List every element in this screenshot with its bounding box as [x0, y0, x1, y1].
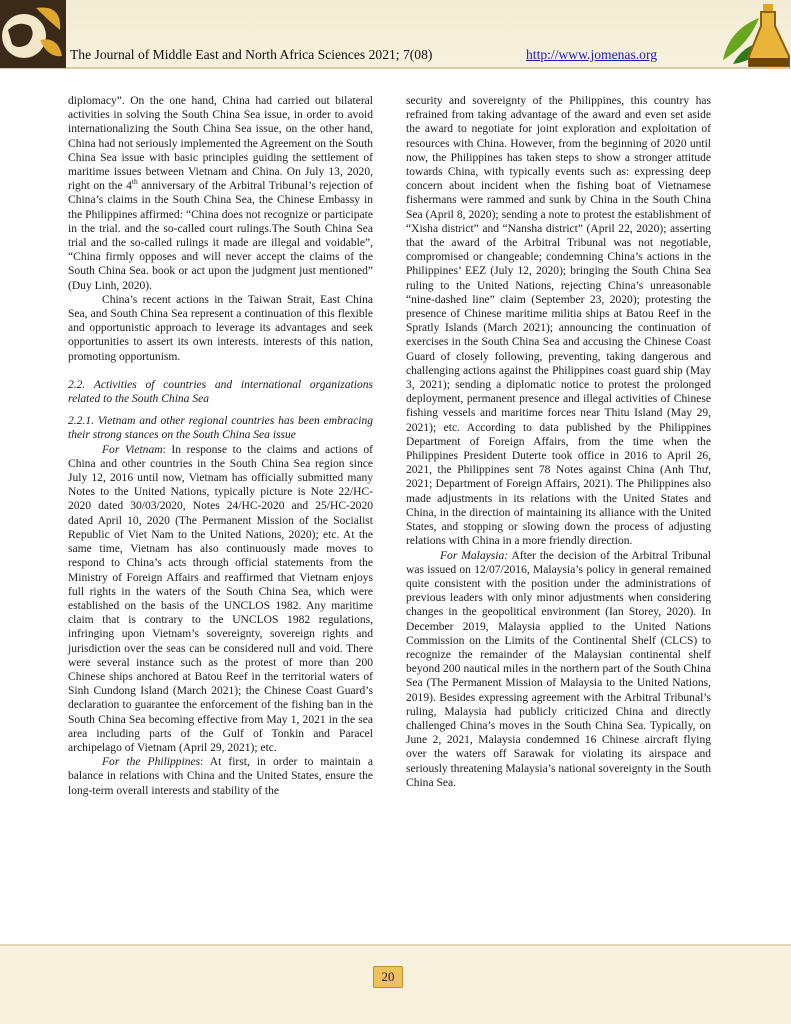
page-number: 20 — [373, 966, 403, 988]
paragraph: China’s recent actions in the Taiwan Strait, East China Sea, and South China Sea represent a continuation of this flexible and opportunistic approach to leverage its advantages and seek opportunities to assert its own interests. interests of this nation, promoting opportunism. — [68, 293, 373, 363]
paragraph: For the Philippines: At first, in order to maintain a balance in relations with China and the United States, ensure the long-term overall interests and stability of the — [68, 756, 373, 797]
paragraph: diplomacy”. On the one hand, China had carried out bilateral activities in solving the South China Sea issue, in order to avoid internationalizing the South China Sea issue, on the other hand, China had not seriously implemented the Agreement on the South China Sea issue with basic principles guiding the settlement of maritime issues between Vietnam and China. On July 13, 2020, right on the 4th anniversary of the Arbitral Tribunal’s rejection of China’s claims in the South China Sea, the Chinese Embassy in the Philippines affirmed: “China does not recognize or participate in the trial. and the so-called court rulings.The South China Sea trial and the so-called rulings it made are illegal and voidable”, “China firmly opposes and will never accept the claims of the South China Sea. book or act upon the judgment just mentioned” (Duy Linh, 2020). — [68, 95, 373, 292]
paragraph-lead: For Malaysia: — [440, 549, 509, 562]
journal-title: The Journal of Middle East and North Africa Sciences 2021; 7(08) — [70, 47, 433, 62]
journal-url-link[interactable]: http://www.jomenas.org — [526, 47, 658, 62]
subsection-heading: 2.2.1. Vietnam and other regional countries has been embracing their strong stances on the South China Sea issue — [68, 415, 373, 442]
section-heading: 2.2. Activities of countries and international organizations related to the South China Sea — [68, 378, 373, 406]
right-column — [406, 94, 711, 790]
paragraph-lead: For Vietnam — [102, 443, 163, 456]
paragraph: For Vietnam: In response to the claims and actions of China and other countries in the South China Sea region since July 12, 2016 until now, Vietnam has officially submitted many Notes to the United Nations, typically picture is Note 22/HC-2020 dated 30/03/2020, Notes 24/HC-2020 and 25/HC-2020 dated April 10, 2020 (The Permanent Mission of the Socialist Republic of Viet Nam to the United Nations, 2020); etc. At the same time, Vietnam has also continuously made moves to respond to China’s acts through official statements from the Ministry of Foreign Affairs and reaffirmed that Vietnam enjoys full rights in the waters of the South China Sea, which were established on the basis of the UNCLOS 1982. Any maritime claim that is contrary to the UNCLOS 1982 regulations, infringing upon Vietnam’s sovereignty, sovereign rights and jurisdiction over the seas can be considered null and void. There were several instance such as the protest of more than 200 Chinese ships anchored at Batou Reef in the territorial waters of Sinh Cundong Island (March 2021); the Chinese Coast Guard’s declaration to guarantee the enforcement of the fishing ban in the South China Sea becoming effective from May 1, 2021 in the sea area including parts of the Gulf of Tonkin and Paracel archipelago of Vietnam (April 29, 2021); etc. — [68, 443, 373, 754]
flask-leaf-logo-icon — [719, 0, 791, 68]
paragraph: For Malaysia: After the decision of the Arbitral Tribunal was issued on 12/07/2016, Malaysia’s policy in general remained quite consistent with the position under the administrations of previous leaders with only minor adjustments when considering changes in the geopolitical environment (Ian Storey, 2020). In December 2019, Malaysia applied to the United Nations Commission on the Limits of the Continental Shelf (CLCS) to recognize the remainder of the Malaysian continental shelf beyond 200 nautical miles in the northern part of the South China Sea (The Permanent Mission of Malaysia to the United Nations, 2019). Besides expressing agreement with the Arbitral Tribunal’s ruling, Malaysia had publicly criticized China and directly challenged China’s moves in the South China Sea. Typically, on June 2, 2021, Malaysia condemned 16 Chinese aircraft flying over the waters off Sarawak for violating its airspace and seriously threatening Malaysia’s national sovereignty in the South China Sea. — [406, 549, 711, 789]
globe-leaf-logo-icon — [0, 0, 66, 68]
paragraph-lead: For the Philippines — [102, 756, 201, 769]
footer-divider — [0, 944, 791, 946]
superscript: th — [131, 177, 138, 187]
left-column — [68, 94, 373, 798]
paragraph: security and sovereignty of the Philippines, this country has refrained from taking advantage of the award and even set aside the award to negotiate for joint exploration and exploitation of resources with China. However, from the beginning of 2020 until now, the Philippines has taken steps to show a stronger attitude towards China, with typically events such as: expressing deep concern about incident when the fishing boat of Vietnamese fishermans were rammed and sunk by China in the South China Sea (April 8, 2020); sending a note to protest the establishment of “Xisha district” and “Nansha district” (April 22, 2020); asserting that the award of the Arbitral Tribunal was not negotiable, compromised or changeable; condemning China’s actions in the Philippines’ EEZ (July 12, 2020); bringing the South China Sea ruling to the United Nations, rejecting China’s unreasonable “nine-dashed line” claim (September 23, 2020); protesting the presence of Chinese maritime militia ships at Batou Reef in the Spratly Islands (March 2021); announcing the continuation of exercises in the South China Sea and accusing the Chinese Coast Guard of closely following, preventing, taking dangerous and challenging actions against the Philippines coast guard ship (May 3, 2021); sending a diplomatic notice to protest the prolonged deployment, permanent presence and illegal activities of Chinese fishing vessels and maritime forces near Thitu Island (May 29, 2021); etc. According to data published by the Philippines Department of Foreign Affairs, from the time when the Philippines President Duterte took office in 2016 to April 26, 2021, the Philippines sent 78 Notes against China (Anh Thư, 2021; Department of Foreign Affairs, 2021). The Philippines also made adjustments in its relations with the United States and China, in the direction of maintaining its alliance with the United States, and stopping or slowing down the process of adjusting relations with China in a more friendly direction. — [406, 95, 711, 548]
header-divider — [0, 67, 791, 69]
